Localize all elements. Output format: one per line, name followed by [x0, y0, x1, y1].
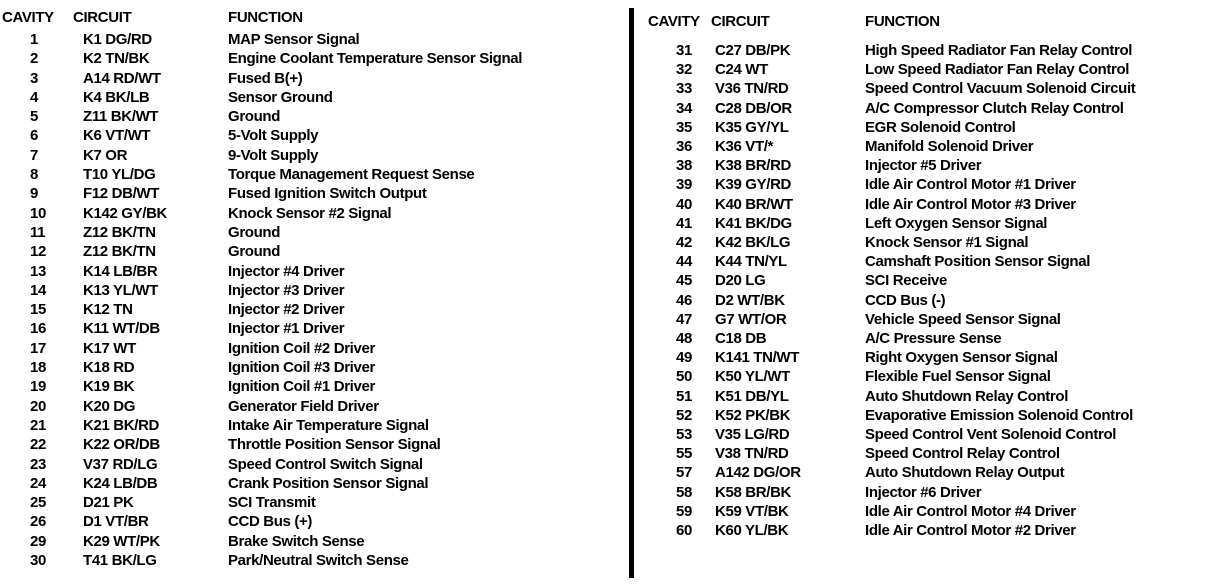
cavity-cell: 40 — [676, 195, 692, 213]
cavity-cell: 58 — [676, 483, 692, 501]
cavity-cell: 16 — [30, 320, 46, 338]
table-header-row — [2, 8, 628, 27]
circuit-cell: K58 BR/BK — [715, 483, 792, 501]
pcm-connector-table-right — [648, 12, 1216, 540]
cavity-cell: 32 — [676, 61, 692, 79]
function-cell: Idle Air Control Motor #2 Driver — [865, 522, 1076, 540]
pinout-row — [2, 126, 628, 145]
pinout-row — [648, 252, 1216, 271]
function-cell: Low Speed Radiator Fan Relay Control — [865, 61, 1130, 79]
pinout-row — [648, 175, 1216, 194]
circuit-cell: G7 WT/OR — [715, 310, 787, 328]
circuit-cell: K2 TN/BK — [83, 50, 150, 68]
function-cell: Ground — [228, 108, 281, 126]
cavity-cell: 44 — [676, 253, 692, 271]
function-cell: Intake Air Temperature Signal — [228, 416, 429, 434]
pinout-row — [648, 291, 1216, 310]
circuit-cell: K35 GY/YL — [715, 118, 789, 136]
pinout-row — [648, 79, 1216, 98]
cavity-cell: 10 — [30, 204, 46, 222]
circuit-cell: C18 DB — [715, 330, 767, 348]
table-body-left — [2, 30, 628, 570]
circuit-cell: K19 BK — [83, 378, 135, 396]
function-cell: Throttle Position Sensor Signal — [228, 436, 441, 454]
circuit-cell: F12 DB/WT — [83, 185, 160, 203]
circuit-cell: A142 DG/OR — [715, 464, 801, 482]
function-cell: Injector #4 Driver — [228, 262, 345, 280]
function-cell: Fused Ignition Switch Output — [228, 185, 427, 203]
circuit-cell: K38 BR/RD — [715, 157, 792, 175]
pinout-row — [648, 521, 1216, 540]
pinout-row — [648, 195, 1216, 214]
cavity-cell: 41 — [676, 214, 692, 232]
function-cell: Injector #2 Driver — [228, 301, 345, 319]
circuit-cell: V38 TN/RD — [715, 445, 789, 463]
pinout-row — [648, 214, 1216, 233]
circuit-cell: K141 TN/WT — [715, 349, 800, 367]
function-cell: Left Oxygen Sensor Signal — [865, 214, 1048, 232]
circuit-cell: K29 WT/PK — [83, 532, 160, 550]
pinout-row — [648, 425, 1216, 444]
circuit-cell: Z12 BK/TN — [83, 223, 156, 241]
function-cell: Knock Sensor #1 Signal — [865, 234, 1029, 252]
circuit-cell: K7 OR — [83, 146, 128, 164]
cavity-cell: 14 — [30, 281, 46, 299]
function-cell: Injector #6 Driver — [865, 483, 982, 501]
cavity-cell: 18 — [30, 359, 46, 377]
function-cell: Ignition Coil #3 Driver — [228, 359, 375, 377]
function-cell: A/C Compressor Clutch Relay Control — [865, 99, 1124, 117]
pinout-row — [2, 416, 628, 435]
pinout-row — [2, 474, 628, 493]
cavity-cell: 30 — [30, 552, 46, 570]
pinout-row — [648, 271, 1216, 290]
function-cell: Injector #5 Driver — [865, 157, 982, 175]
pinout-row — [648, 387, 1216, 406]
function-cell: Flexible Fuel Sensor Signal — [865, 368, 1051, 386]
cavity-cell: 24 — [30, 474, 46, 492]
function-cell: Manifold Solenoid Driver — [865, 138, 1034, 156]
circuit-cell: K59 VT/BK — [715, 502, 789, 520]
pinout-row — [2, 377, 628, 396]
function-cell: Speed Control Vent Solenoid Control — [865, 426, 1117, 444]
pinout-row — [648, 463, 1216, 482]
circuit-cell: V37 RD/LG — [83, 455, 158, 473]
column-header-function: FUNCTION — [228, 9, 303, 26]
function-cell: Right Oxygen Sensor Signal — [865, 349, 1058, 367]
circuit-cell: V35 LG/RD — [715, 426, 790, 444]
pinout-row — [648, 310, 1216, 329]
function-cell: 9-Volt Supply — [228, 146, 319, 164]
function-cell: Knock Sensor #2 Signal — [228, 204, 392, 222]
cavity-cell: 42 — [676, 234, 692, 252]
circuit-cell: T10 YL/DG — [83, 166, 156, 184]
cavity-cell: 59 — [676, 502, 692, 520]
pinout-row — [2, 397, 628, 416]
circuit-cell: K20 DG — [83, 397, 136, 415]
pinout-row — [2, 165, 628, 184]
circuit-cell: C24 WT — [715, 61, 768, 79]
circuit-cell: D21 PK — [83, 494, 134, 512]
cavity-cell: 34 — [676, 99, 692, 117]
cavity-cell: 19 — [30, 378, 46, 396]
pinout-row — [2, 551, 628, 570]
table-header-row — [648, 12, 1216, 31]
cavity-cell: 25 — [30, 494, 46, 512]
function-cell: Speed Control Relay Control — [865, 445, 1060, 463]
circuit-cell: K142 GY/BK — [83, 204, 168, 222]
function-cell: Evaporative Emission Solenoid Control — [865, 406, 1133, 424]
pinout-row — [648, 118, 1216, 137]
circuit-cell: K60 YL/BK — [715, 522, 789, 540]
function-cell: Ground — [228, 223, 281, 241]
cavity-cell: 51 — [676, 387, 692, 405]
circuit-cell: K12 TN — [83, 301, 133, 319]
cavity-cell: 53 — [676, 426, 692, 444]
pinout-row — [2, 146, 628, 165]
function-cell: Idle Air Control Motor #4 Driver — [865, 502, 1076, 520]
pinout-row — [648, 233, 1216, 252]
cavity-cell: 38 — [676, 157, 692, 175]
circuit-cell: Z11 BK/WT — [83, 108, 159, 126]
cavity-cell: 22 — [30, 436, 46, 454]
circuit-cell: V36 TN/RD — [715, 80, 789, 98]
cavity-cell: 9 — [30, 185, 38, 203]
circuit-cell: C28 DB/OR — [715, 99, 792, 117]
column-header-cavity: CAVITY — [2, 9, 54, 26]
cavity-cell: 55 — [676, 445, 692, 463]
cavity-cell: 5 — [30, 108, 38, 126]
function-cell: Auto Shutdown Relay Control — [865, 387, 1069, 405]
circuit-cell: K42 BK/LG — [715, 234, 791, 252]
pinout-row — [648, 502, 1216, 521]
function-cell: Vehicle Speed Sensor Signal — [865, 310, 1061, 328]
pinout-row — [2, 532, 628, 551]
column-header-function: FUNCTION — [865, 13, 940, 30]
cavity-cell: 3 — [30, 69, 38, 87]
pinout-row — [2, 184, 628, 203]
cavity-cell: 11 — [30, 223, 46, 241]
cavity-cell: 36 — [676, 138, 692, 156]
function-cell: Ignition Coil #1 Driver — [228, 378, 375, 396]
function-cell: 5-Volt Supply — [228, 127, 319, 145]
pinout-row — [2, 493, 628, 512]
circuit-cell: K21 BK/RD — [83, 416, 160, 434]
column-header-cavity: CAVITY — [648, 13, 700, 30]
function-cell: Park/Neutral Switch Sense — [228, 552, 409, 570]
function-cell: Torque Management Request Sense — [228, 166, 475, 184]
pinout-row — [2, 107, 628, 126]
function-cell: CCD Bus (+) — [228, 513, 313, 531]
function-cell: EGR Solenoid Control — [865, 118, 1016, 136]
circuit-cell: K44 TN/YL — [715, 253, 787, 271]
pinout-row — [2, 512, 628, 531]
cavity-cell: 2 — [30, 50, 38, 68]
pinout-row — [2, 223, 628, 242]
cavity-cell: 50 — [676, 368, 692, 386]
circuit-cell: K4 BK/LB — [83, 88, 150, 106]
circuit-cell: K39 GY/RD — [715, 176, 792, 194]
column-divider-rule — [629, 8, 634, 578]
pinout-row — [648, 99, 1216, 118]
cavity-cell: 39 — [676, 176, 692, 194]
circuit-cell: K17 WT — [83, 339, 136, 357]
cavity-cell: 33 — [676, 80, 692, 98]
circuit-cell: K50 YL/WT — [715, 368, 790, 386]
pinout-row — [648, 483, 1216, 502]
function-cell: MAP Sensor Signal — [228, 31, 360, 48]
pinout-row — [648, 329, 1216, 348]
cavity-cell: 31 — [676, 42, 692, 59]
cavity-cell: 8 — [30, 166, 38, 184]
pcm-connector-table-left — [2, 8, 628, 570]
circuit-cell: K41 BK/DG — [715, 214, 792, 232]
pinout-row — [2, 281, 628, 300]
cavity-cell: 35 — [676, 118, 692, 136]
pinout-row — [2, 204, 628, 223]
circuit-cell: Z12 BK/TN — [83, 243, 156, 261]
pinout-row — [2, 88, 628, 107]
pinout-row — [648, 367, 1216, 386]
circuit-cell: K6 VT/WT — [83, 127, 151, 145]
function-cell: Sensor Ground — [228, 88, 333, 106]
function-cell: Injector #1 Driver — [228, 320, 345, 338]
pinout-row — [648, 137, 1216, 156]
cavity-cell: 1 — [30, 31, 38, 48]
cavity-cell: 7 — [30, 146, 38, 164]
pinout-row — [648, 348, 1216, 367]
function-cell: High Speed Radiator Fan Relay Control — [865, 42, 1133, 59]
column-header-circuit: CIRCUIT — [73, 9, 132, 26]
circuit-cell: K40 BR/WT — [715, 195, 793, 213]
cavity-cell: 47 — [676, 310, 692, 328]
circuit-cell: D2 WT/BK — [715, 291, 785, 309]
circuit-cell: K51 DB/YL — [715, 387, 789, 405]
cavity-cell: 20 — [30, 397, 46, 415]
function-cell: Speed Control Vacuum Solenoid Circuit — [865, 80, 1136, 98]
cavity-cell: 13 — [30, 262, 46, 280]
pinout-row — [2, 30, 628, 49]
function-cell: SCI Transmit — [228, 494, 316, 512]
circuit-cell: C27 DB/PK — [715, 42, 791, 59]
circuit-cell: K14 LB/BR — [83, 262, 158, 280]
pinout-row — [648, 156, 1216, 175]
pinout-row — [2, 262, 628, 281]
function-cell: Auto Shutdown Relay Output — [865, 464, 1065, 482]
cavity-cell: 12 — [30, 243, 46, 261]
circuit-cell: D1 VT/BR — [83, 513, 149, 531]
pinout-row — [2, 300, 628, 319]
cavity-cell: 48 — [676, 330, 692, 348]
cavity-cell: 60 — [676, 522, 692, 540]
cavity-cell: 52 — [676, 406, 692, 424]
cavity-cell: 57 — [676, 464, 692, 482]
function-cell: Idle Air Control Motor #1 Driver — [865, 176, 1076, 194]
cavity-cell: 49 — [676, 349, 692, 367]
function-cell: SCI Receive — [865, 272, 948, 290]
pinout-row — [2, 319, 628, 338]
function-cell: Brake Switch Sense — [228, 532, 365, 550]
pinout-row — [2, 69, 628, 88]
function-cell: Engine Coolant Temperature Sensor Signal — [228, 50, 523, 68]
circuit-cell: K1 DG/RD — [83, 31, 152, 48]
circuit-cell: K22 OR/DB — [83, 436, 160, 454]
function-cell: Injector #3 Driver — [228, 281, 345, 299]
function-cell: Ground — [228, 243, 281, 261]
pinout-row — [2, 339, 628, 358]
circuit-cell: T41 BK/LG — [83, 552, 157, 570]
circuit-cell: K18 RD — [83, 359, 135, 377]
cavity-cell: 45 — [676, 272, 692, 290]
circuit-cell: K11 WT/DB — [83, 320, 160, 338]
pinout-row — [2, 49, 628, 68]
cavity-cell: 6 — [30, 127, 38, 145]
function-cell: Idle Air Control Motor #3 Driver — [865, 195, 1076, 213]
cavity-cell: 21 — [30, 416, 46, 434]
pinout-row — [2, 455, 628, 474]
function-cell: Fused B(+) — [228, 69, 303, 87]
cavity-cell: 23 — [30, 455, 46, 473]
pinout-row — [2, 435, 628, 454]
circuit-cell: K24 LB/DB — [83, 474, 158, 492]
function-cell: Speed Control Switch Signal — [228, 455, 423, 473]
function-cell: Ignition Coil #2 Driver — [228, 339, 375, 357]
circuit-cell: D20 LG — [715, 272, 766, 290]
circuit-cell: A14 RD/WT — [83, 69, 161, 87]
pinout-row — [648, 60, 1216, 79]
cavity-cell: 26 — [30, 513, 46, 531]
cavity-cell: 4 — [30, 88, 38, 106]
cavity-cell: 29 — [30, 532, 46, 550]
cavity-cell: 17 — [30, 339, 46, 357]
pinout-row — [2, 242, 628, 261]
cavity-cell: 15 — [30, 301, 46, 319]
pinout-row — [648, 41, 1216, 60]
circuit-cell: K36 VT/* — [715, 138, 774, 156]
column-header-circuit: CIRCUIT — [711, 13, 770, 30]
pinout-row — [648, 406, 1216, 425]
circuit-cell: K52 PK/BK — [715, 406, 791, 424]
pinout-row — [2, 358, 628, 377]
function-cell: Generator Field Driver — [228, 397, 379, 415]
cavity-cell: 46 — [676, 291, 692, 309]
pinout-row — [648, 444, 1216, 463]
function-cell: CCD Bus (-) — [865, 291, 946, 309]
table-body-right — [648, 41, 1216, 540]
function-cell: A/C Pressure Sense — [865, 330, 1002, 348]
circuit-cell: K13 YL/WT — [83, 281, 158, 299]
function-cell: Camshaft Position Sensor Signal — [865, 253, 1091, 271]
function-cell: Crank Position Sensor Signal — [228, 474, 429, 492]
